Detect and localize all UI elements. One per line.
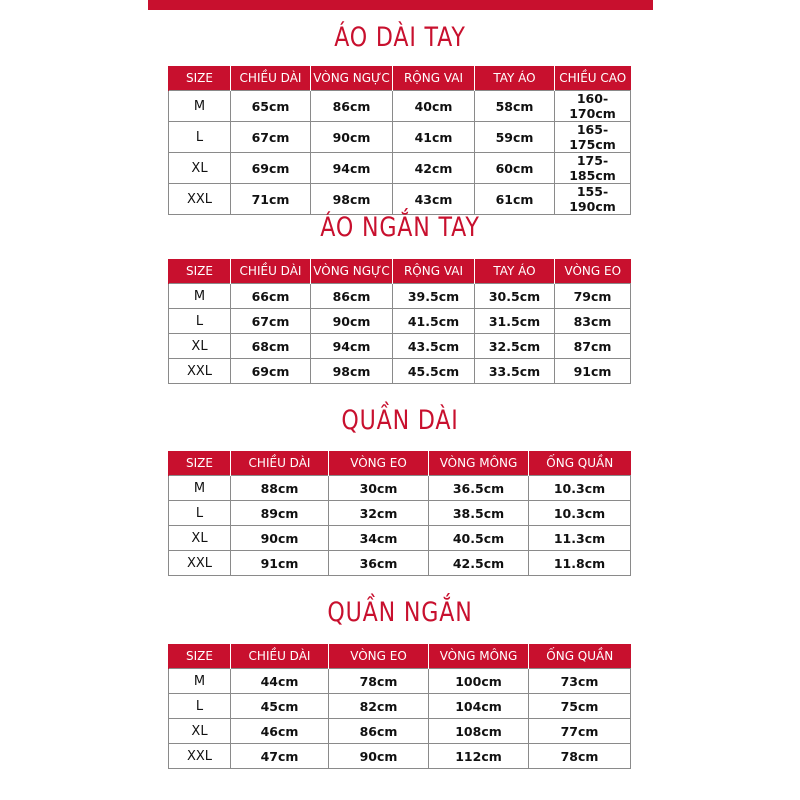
table-cell: 94cm <box>311 334 393 359</box>
table-header-row <box>169 66 631 91</box>
header-tay-ao: TAY ÁO <box>475 259 555 284</box>
table-cell: 175-185cm <box>555 153 631 184</box>
table-cell: 94cm <box>311 153 393 184</box>
table-cell: 32.5cm <box>475 334 555 359</box>
table-cell: 86cm <box>311 91 393 122</box>
table-cell: 67cm <box>231 309 311 334</box>
table-cell: 39.5cm <box>393 284 475 309</box>
size-cell: XL <box>169 526 231 551</box>
header-chieu-cao: CHIỀU CAO <box>555 66 631 91</box>
size-cell: XL <box>169 719 231 744</box>
table-cell: 32cm <box>329 501 429 526</box>
table-cell: 10.3cm <box>529 501 631 526</box>
table-cell: 36.5cm <box>429 476 529 501</box>
table-row <box>169 334 631 359</box>
table-cell: 34cm <box>329 526 429 551</box>
table-cell: 82cm <box>329 694 429 719</box>
table-cell: 88cm <box>231 476 329 501</box>
table-cell: 11.3cm <box>529 526 631 551</box>
header-ong-quan: ỐNG QUẦN <box>529 644 631 669</box>
size-cell: M <box>169 284 231 309</box>
table-cell: 67cm <box>231 122 311 153</box>
section-title-ao-dai-tay: ÁO DÀI TAY <box>334 22 466 53</box>
table-cell: 77cm <box>529 719 631 744</box>
table-cell: 40.5cm <box>429 526 529 551</box>
header-rong-vai: RỘNG VAI <box>393 259 475 284</box>
table-row <box>169 551 631 576</box>
header-vong-eo: VÒNG EO <box>555 259 631 284</box>
size-cell: M <box>169 476 231 501</box>
table-row <box>169 184 631 215</box>
table-cell: 42.5cm <box>429 551 529 576</box>
table-row <box>169 719 631 744</box>
table-cell: 87cm <box>555 334 631 359</box>
header-size: SIZE <box>169 644 231 669</box>
table-row <box>169 153 631 184</box>
table-cell: 78cm <box>329 669 429 694</box>
table-cell: 89cm <box>231 501 329 526</box>
table-row <box>169 91 631 122</box>
table-cell: 44cm <box>231 669 329 694</box>
table-cell: 45.5cm <box>393 359 475 384</box>
table-row <box>169 284 631 309</box>
table-cell: 68cm <box>231 334 311 359</box>
header-size: SIZE <box>169 259 231 284</box>
table-cell: 108cm <box>429 719 529 744</box>
table-cell: 33.5cm <box>475 359 555 384</box>
header-vong-eo: VÒNG EO <box>329 451 429 476</box>
table-row <box>169 526 631 551</box>
table-row <box>169 476 631 501</box>
size-table-ao-ngan-tay <box>168 259 631 384</box>
header-ong-quan: ỐNG QUẦN <box>529 451 631 476</box>
table-cell: 30.5cm <box>475 284 555 309</box>
table-cell: 61cm <box>475 184 555 215</box>
size-cell: M <box>169 91 231 122</box>
table-cell: 69cm <box>231 359 311 384</box>
table-cell: 104cm <box>429 694 529 719</box>
table-cell: 47cm <box>231 744 329 769</box>
size-cell: M <box>169 669 231 694</box>
header-vong-mong: VÒNG MÔNG <box>429 451 529 476</box>
table-row <box>169 309 631 334</box>
table-cell: 155-190cm <box>555 184 631 215</box>
table-cell: 36cm <box>329 551 429 576</box>
header-size: SIZE <box>169 66 231 91</box>
header-vong-nguc: VÒNG NGỰC <box>311 259 393 284</box>
table-cell: 43.5cm <box>393 334 475 359</box>
table-header-row <box>169 259 631 284</box>
section-title-quan-dai: QUẦN DÀI <box>341 405 459 436</box>
table-cell: 86cm <box>311 284 393 309</box>
size-cell: L <box>169 694 231 719</box>
table-row <box>169 501 631 526</box>
table-cell: 40cm <box>393 91 475 122</box>
table-cell: 59cm <box>475 122 555 153</box>
table-cell: 91cm <box>231 551 329 576</box>
header-vong-eo: VÒNG EO <box>329 644 429 669</box>
size-cell: XXL <box>169 359 231 384</box>
size-cell: XXL <box>169 551 231 576</box>
size-cell: L <box>169 122 231 153</box>
header-vong-nguc: VÒNG NGỰC <box>311 66 393 91</box>
table-cell: 98cm <box>311 359 393 384</box>
table-cell: 160-170cm <box>555 91 631 122</box>
table-cell: 45cm <box>231 694 329 719</box>
table-cell: 75cm <box>529 694 631 719</box>
header-chieu-dai: CHIỀU DÀI <box>231 66 311 91</box>
table-cell: 73cm <box>529 669 631 694</box>
table-cell: 165-175cm <box>555 122 631 153</box>
header-chieu-dai: CHIỀU DÀI <box>231 451 329 476</box>
table-cell: 43cm <box>393 184 475 215</box>
header-chieu-dai: CHIỀU DÀI <box>231 644 329 669</box>
size-cell: L <box>169 309 231 334</box>
table-cell: 42cm <box>393 153 475 184</box>
table-cell: 31.5cm <box>475 309 555 334</box>
table-cell: 65cm <box>231 91 311 122</box>
size-table-ao-dai-tay <box>168 66 631 215</box>
header-tay-ao: TAY ÁO <box>475 66 555 91</box>
table-cell: 79cm <box>555 284 631 309</box>
table-cell: 86cm <box>329 719 429 744</box>
table-cell: 30cm <box>329 476 429 501</box>
size-cell: XL <box>169 334 231 359</box>
table-row <box>169 744 631 769</box>
table-cell: 46cm <box>231 719 329 744</box>
section-title-ao-ngan-tay: ÁO NGẮN TAY <box>320 212 480 243</box>
size-table-quan-ngan <box>168 644 631 769</box>
table-cell: 38.5cm <box>429 501 529 526</box>
table-cell: 90cm <box>311 122 393 153</box>
size-cell: XL <box>169 153 231 184</box>
table-cell: 66cm <box>231 284 311 309</box>
table-cell: 98cm <box>311 184 393 215</box>
size-table-quan-dai <box>168 451 631 576</box>
table-cell: 10.3cm <box>529 476 631 501</box>
size-cell: XXL <box>169 184 231 215</box>
table-cell: 90cm <box>311 309 393 334</box>
table-header-row <box>169 451 631 476</box>
table-cell: 58cm <box>475 91 555 122</box>
table-cell: 90cm <box>231 526 329 551</box>
table-cell: 71cm <box>231 184 311 215</box>
header-chieu-dai: CHIỀU DÀI <box>231 259 311 284</box>
table-row <box>169 694 631 719</box>
table-cell: 78cm <box>529 744 631 769</box>
table-row <box>169 359 631 384</box>
table-cell: 69cm <box>231 153 311 184</box>
table-cell: 90cm <box>329 744 429 769</box>
table-header-row <box>169 644 631 669</box>
size-cell: L <box>169 501 231 526</box>
table-row <box>169 122 631 153</box>
top-accent-bar <box>148 0 653 10</box>
table-cell: 91cm <box>555 359 631 384</box>
header-rong-vai: RỘNG VAI <box>393 66 475 91</box>
table-row <box>169 669 631 694</box>
header-size: SIZE <box>169 451 231 476</box>
section-title-quan-ngan: QUẦN NGẮN <box>327 597 473 628</box>
table-cell: 41cm <box>393 122 475 153</box>
table-cell: 41.5cm <box>393 309 475 334</box>
size-cell: XXL <box>169 744 231 769</box>
header-vong-mong: VÒNG MÔNG <box>429 644 529 669</box>
table-cell: 83cm <box>555 309 631 334</box>
table-cell: 11.8cm <box>529 551 631 576</box>
table-cell: 60cm <box>475 153 555 184</box>
table-cell: 100cm <box>429 669 529 694</box>
table-cell: 112cm <box>429 744 529 769</box>
